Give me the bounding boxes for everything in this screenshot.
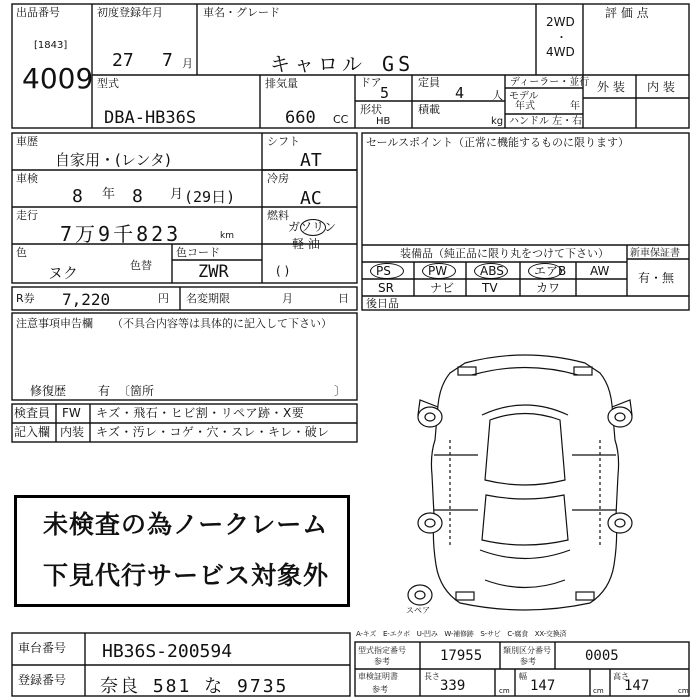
- equipment-item: カワ: [536, 281, 561, 295]
- repair-paren: 〔箇所: [118, 384, 155, 398]
- inspector-label-1: 検査員: [14, 406, 51, 420]
- name-change-label: 名変期限: [186, 292, 230, 305]
- displacement-value: 660: [285, 108, 316, 128]
- height-label: 高さ: [613, 672, 629, 681]
- length-label: 長さ: [424, 672, 440, 681]
- color-change-label: 色替: [130, 259, 152, 272]
- inspector-label-2: 記入欄: [14, 425, 51, 439]
- history-value: 自家用・(レンタ): [55, 151, 171, 169]
- year-label: 年式: [515, 101, 535, 112]
- equipment-item: PS: [376, 264, 391, 278]
- insp-month: 8: [132, 186, 143, 207]
- type-cert-label: 型式指定番号: [358, 646, 406, 655]
- dealer-label: ディーラー・並行: [510, 77, 590, 88]
- equipment-circle-mark: [528, 263, 562, 279]
- plate-label: 登録番号: [18, 673, 67, 687]
- banner-line-1: 未検査の為ノークレーム: [43, 510, 329, 539]
- cat-ref: 参考: [520, 657, 536, 666]
- height-unit: cm: [678, 687, 689, 695]
- cc-unit: CC: [333, 113, 349, 126]
- name-grade-value: キャロル GS: [270, 52, 415, 76]
- lot-number: 4009: [22, 62, 94, 95]
- equipment-circle-mark: [370, 263, 404, 279]
- color-label: 色: [16, 246, 27, 259]
- handle-label: ハンドル 左・右: [509, 116, 583, 127]
- color-value: ヌク: [48, 264, 79, 282]
- insp-month-unit: 月: [170, 187, 184, 202]
- first-reg-month: 7: [162, 50, 173, 71]
- spare-label: スペア: [406, 606, 430, 615]
- damage-legend: A-キズ E-エクボ U-凹み W-補修跡 S-サビ C-腐食 XX-交換済: [356, 630, 567, 638]
- color-code-label: 色コード: [176, 246, 220, 259]
- banner-line-2: 下見代行サービス対象外: [43, 561, 330, 590]
- no-claim-banner: [14, 495, 350, 607]
- first-reg-label: 初度登録年月: [97, 6, 163, 19]
- equipment-item: PW: [428, 264, 448, 278]
- repair-label: 修復歴: [30, 384, 67, 398]
- model-value: DBA-HB36S: [104, 108, 197, 128]
- color-code-value: ZWR: [198, 262, 229, 282]
- name-change-month: 月: [282, 292, 293, 305]
- type-cert-ref: 参考: [374, 657, 390, 666]
- model-year-label: モデル: [509, 91, 539, 102]
- sales-point-label: セールスポイント（正常に機能するものに限ります）: [366, 136, 630, 149]
- lot-label: 出品番号: [16, 6, 60, 19]
- inspector-inside: 内装: [60, 425, 85, 439]
- fuel-diesel: 軽 油: [292, 237, 320, 251]
- history-label: 車歴: [16, 135, 38, 148]
- width-value: 147: [530, 678, 556, 694]
- lot-small-number: [1843]: [34, 40, 68, 51]
- chassis-value: HB36S-200594: [102, 641, 233, 662]
- capacity-unit: 人: [492, 89, 503, 102]
- notes-label: 注意事項申告欄: [16, 317, 93, 330]
- car-diagram: [390, 345, 660, 625]
- equipment-item: ABS: [480, 264, 504, 278]
- exterior-label: 外 装: [597, 80, 625, 94]
- mileage-label: 走行: [16, 209, 38, 222]
- year-unit: 年: [570, 101, 580, 112]
- doors-value: 5: [380, 84, 390, 102]
- kg-unit: kg: [491, 116, 504, 127]
- first-reg-year: 27: [112, 50, 134, 71]
- recycle-value: 7,220: [62, 290, 111, 309]
- shift-label: シフト: [267, 135, 300, 148]
- cert-label: 車検証明書: [358, 672, 398, 681]
- inspection-label: 車検: [16, 172, 38, 185]
- warranty-label: 新車保証書: [630, 248, 680, 259]
- aircon-value: AC: [300, 188, 322, 209]
- km-unit: km: [220, 231, 234, 241]
- equipment-circle-mark: [474, 263, 508, 279]
- inspector-inside-items: キズ・汚レ・コゲ・穴・スレ・キレ・破レ: [96, 425, 330, 439]
- equipment-circle-mark: [422, 263, 456, 279]
- chassis-label: 車台番号: [18, 641, 67, 655]
- recycle-label: R券: [16, 292, 35, 305]
- shape-label: 形状: [360, 103, 382, 116]
- name-change-day: 日: [338, 292, 349, 305]
- inspector-fw-items: キズ・飛石・ヒビ割・リペア跡・X要: [96, 406, 305, 420]
- length-unit: cm: [499, 687, 510, 695]
- equipment-item: TV: [482, 281, 498, 295]
- type-cert-value: 17955: [440, 648, 483, 664]
- warranty-value: 有・無: [638, 271, 675, 285]
- plate-value: 奈良 581 な 9735: [100, 676, 289, 697]
- capacity-label: 定員: [418, 76, 440, 89]
- inspector-fw: FW: [62, 406, 81, 420]
- displacement-label: 排気量: [265, 77, 298, 90]
- insp-day: (29日): [184, 188, 236, 206]
- length-value: 339: [440, 678, 466, 694]
- equipment-item: エアB: [534, 264, 567, 278]
- shift-value: AT: [300, 150, 322, 171]
- notes-sub: （不具合内容等は具体的に記入して下さい）: [112, 317, 332, 330]
- rear-item-label: 後日品: [366, 297, 399, 310]
- height-value: 147: [624, 678, 650, 694]
- insp-year-unit: 年: [102, 187, 116, 202]
- name-grade-label: 車名・グレード: [203, 6, 280, 19]
- interior-label: 内 装: [647, 80, 675, 94]
- month-unit: 月: [182, 57, 193, 70]
- load-label: 積載: [418, 103, 440, 116]
- model-label: 型式: [97, 77, 119, 90]
- width-unit: cm: [593, 687, 604, 695]
- width-label: 幅: [519, 672, 527, 681]
- fuel-gas: ガソリン: [288, 220, 337, 234]
- drive-dot: ・: [556, 31, 567, 44]
- fuel-paren: ( ): [276, 264, 290, 278]
- drive-2wd: 2WD: [546, 15, 575, 29]
- equipment-item: SR: [378, 281, 394, 295]
- repair-value: 有: [98, 384, 111, 398]
- mileage-value: 7万9千823: [60, 222, 182, 246]
- equipment-item: ナビ: [430, 281, 455, 295]
- cat-label: 類別区分番号: [503, 646, 551, 655]
- drive-4wd: 4WD: [546, 45, 575, 59]
- fuel-label: 燃料: [267, 209, 289, 222]
- equipment-item: AW: [590, 264, 610, 278]
- shape-value: HB: [376, 116, 391, 127]
- cat-value: 0005: [585, 648, 619, 664]
- yen-unit: 円: [158, 292, 169, 305]
- equipment-label: 装備品（純正品に限り丸をつけて下さい）: [400, 247, 609, 260]
- repair-close: 〕: [334, 384, 347, 398]
- doors-label: ドア: [360, 76, 382, 89]
- insp-year: 8: [72, 186, 83, 207]
- capacity-value: 4: [455, 84, 465, 102]
- cert-ref: 参考: [372, 685, 388, 694]
- aircon-label: 冷房: [267, 172, 289, 185]
- eval-label: 評 価 点: [605, 6, 649, 20]
